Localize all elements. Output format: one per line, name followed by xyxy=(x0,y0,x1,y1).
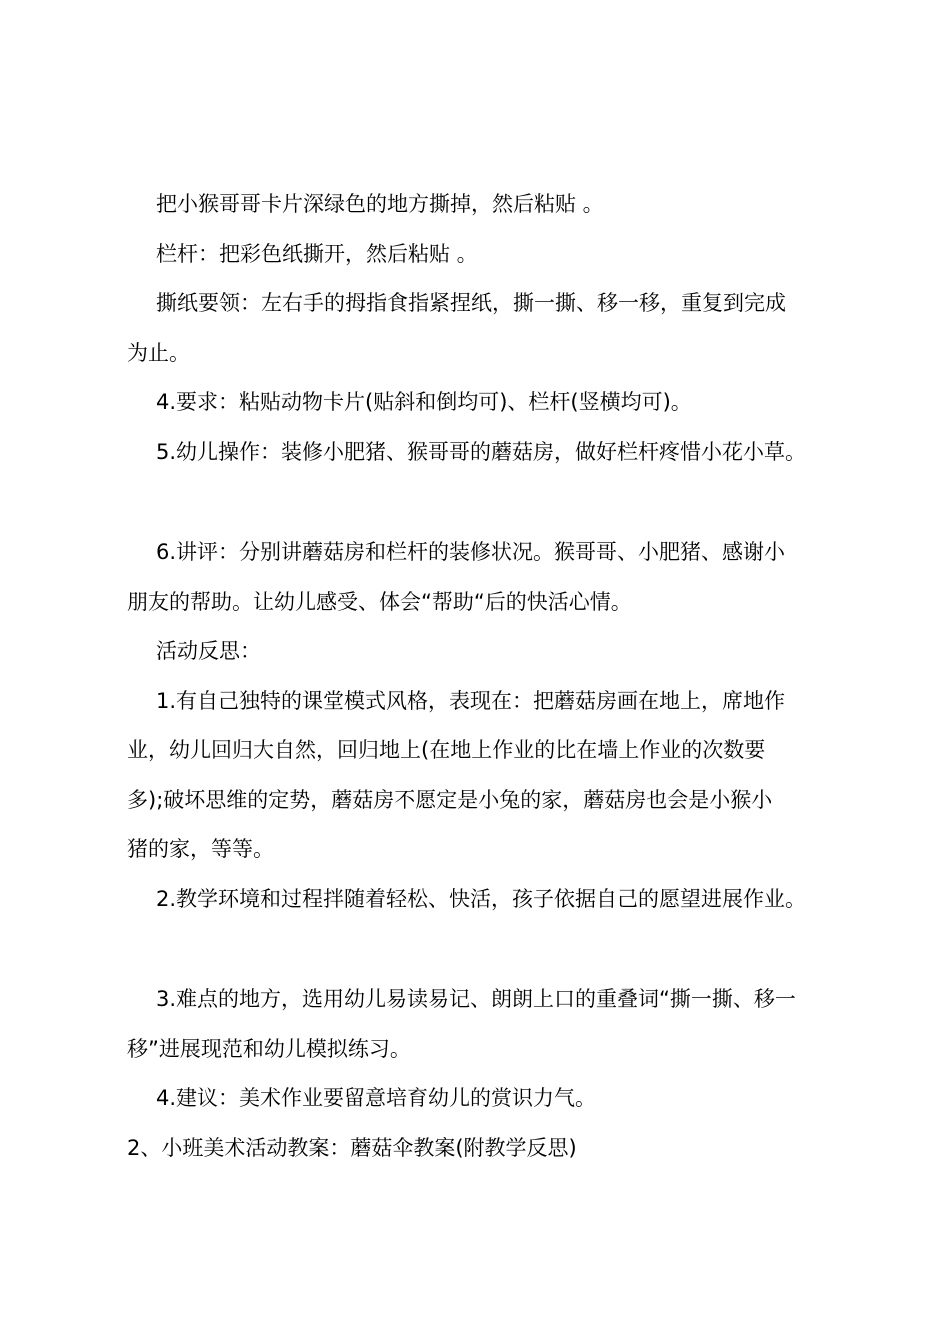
paragraph-line: 业，幼儿回归大自然，回归地上(在地上作业的比在墙上作业的次数要 xyxy=(127,738,766,762)
paragraph-line: 撕纸要领：左右手的拇指食指紧捏纸，撕一撕、移一移，重复到完成 xyxy=(156,291,786,315)
paragraph-line: 为止。 xyxy=(127,341,190,365)
paragraph-line: 3.难点的地方，选用幼儿易读易记、朗朗上口的重叠词“撕一撕、移一 xyxy=(156,987,796,1011)
paragraph-line: 2.教学环境和过程拌随着轻松、快活，孩子依据自己的愿望进展作业。 xyxy=(156,887,807,911)
paragraph-line: 猪的家，等等。 xyxy=(127,837,274,861)
paragraph-line: 4.要求：粘贴动物卡片(贴斜和倒均可)、栏杆(竖横均可)。 xyxy=(156,390,692,414)
section-title: 2、小班美术活动教案：蘑菇伞教案(附教学反思) xyxy=(127,1136,577,1160)
paragraph-line: 1.有自己独特的课堂模式风格，表现在：把蘑菇房画在地上，席地作 xyxy=(156,689,786,713)
section-heading: 活动反思： xyxy=(156,639,261,663)
paragraph-line: 4.建议：美术作业要留意培育幼儿的赏识力气。 xyxy=(156,1086,597,1110)
paragraph-line: 移”进展现范和幼儿模拟练习。 xyxy=(127,1037,411,1061)
paragraph-line: 6.讲评：分别讲蘑菇房和栏杆的装修状况。猴哥哥、小肥猪、感谢小 xyxy=(156,540,786,564)
paragraph-line: 多);破坏思维的定势，蘑菇房不愿定是小兔的家，蘑菇房也会是小猴小 xyxy=(127,788,773,812)
paragraph-line: 把小猴哥哥卡片深绿色的地方撕掉，然后粘贴 。 xyxy=(156,192,604,216)
paragraph-line: 朋友的帮助。让幼儿感受、体会“帮助“后的快活心情。 xyxy=(127,590,632,614)
paragraph-line: 栏杆：把彩色纸撕开，然后粘贴 。 xyxy=(156,242,478,266)
paragraph-line: 5.幼儿操作：装修小肥猪、猴哥哥的蘑菇房，做好栏杆疼惜小花小草。 xyxy=(156,440,807,464)
